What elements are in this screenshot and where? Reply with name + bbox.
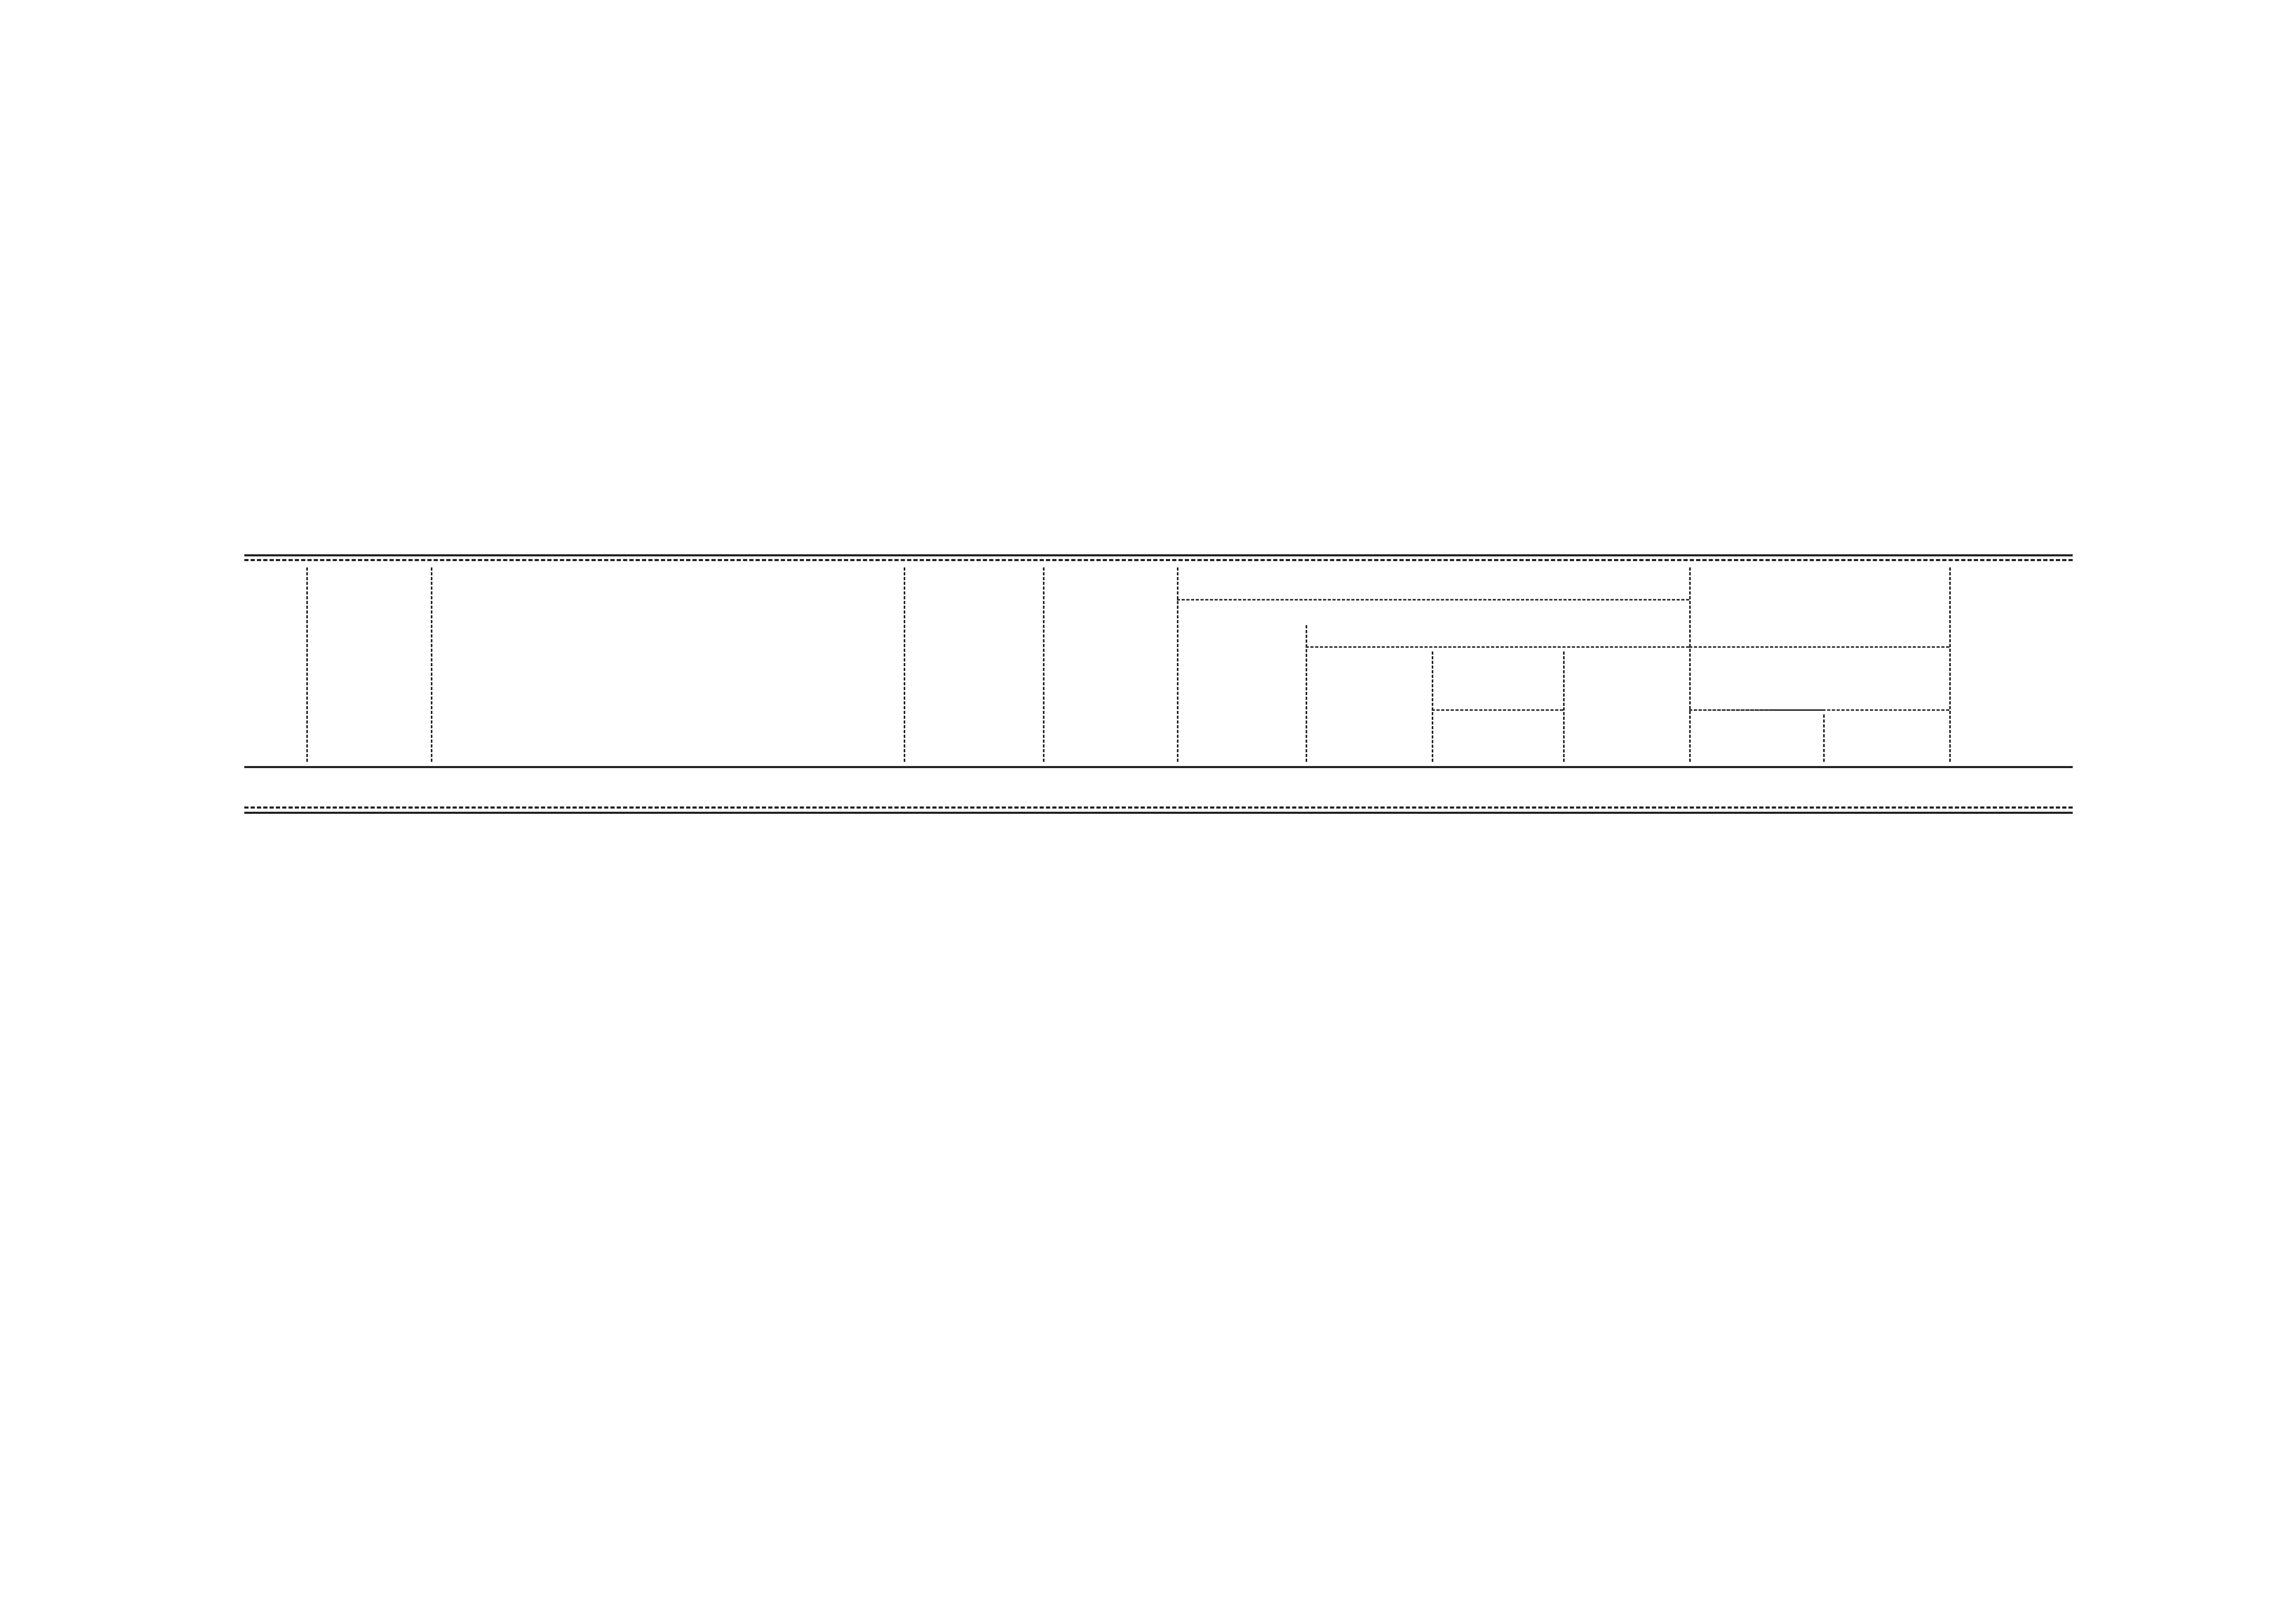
col-separator [1689, 567, 1691, 762]
column-numbers-rule-2 [244, 812, 2073, 814]
header-subrule [1689, 709, 1823, 711]
col-separator [1823, 715, 1825, 762]
col-separator [1949, 567, 1951, 762]
header-subrule [1689, 646, 1949, 648]
col-separator [306, 567, 308, 762]
table-top-rule-2 [244, 559, 2073, 561]
col-separator [1563, 651, 1565, 762]
col-separator [1177, 567, 1178, 762]
col-separator [904, 567, 905, 762]
header-subrule [1432, 709, 1563, 711]
header-subrule [1177, 599, 1689, 601]
col-separator [1306, 625, 1307, 762]
column-numbers-rule [244, 806, 2073, 809]
col-separator [1043, 567, 1044, 762]
header-bottom-rule [244, 766, 2073, 768]
col-separator [1432, 651, 1433, 762]
col-separator [431, 567, 432, 762]
table-top-rule [244, 554, 2073, 556]
header-subrule [1306, 646, 1689, 648]
